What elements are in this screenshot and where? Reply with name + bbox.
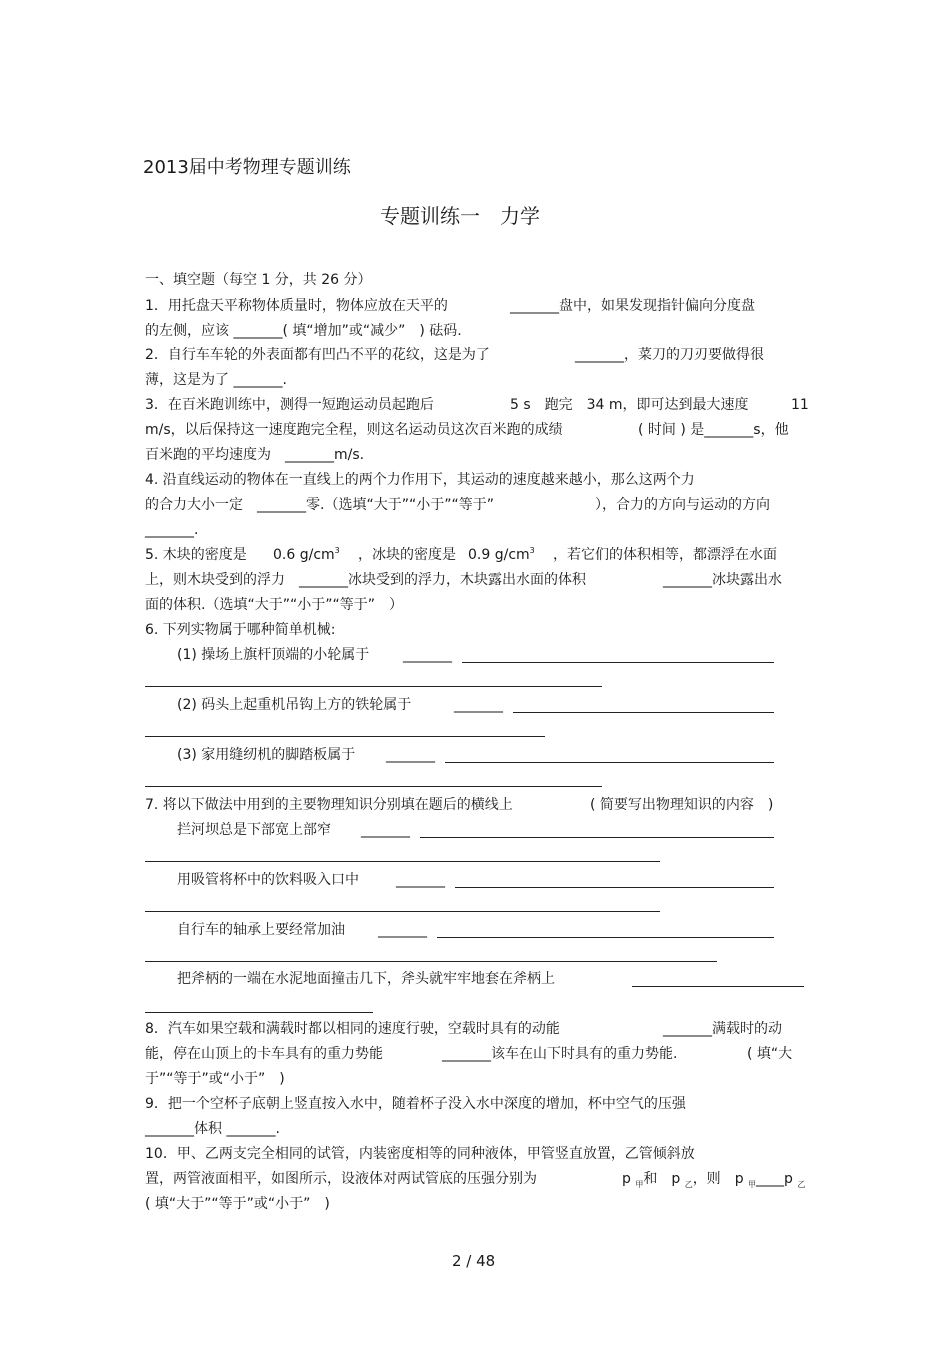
page-header: 2013届中考物理专题训练 — [143, 157, 351, 178]
answer-line[interactable] — [145, 1012, 373, 1013]
q7-item-3: 自行车的轴承上要经常加油 — [177, 922, 345, 938]
q4-line2-end: ），合力的方向与运动的方向 — [595, 497, 770, 513]
q7-line1: 7. 将以下做法中用到的主要物理知识分别填在题后的横线上 — [145, 797, 513, 813]
q10-line3: ( 填“大于”“等于”或“小于” ) — [145, 1196, 330, 1212]
q3-line2-blank[interactable]: ( 时间 ) 是_______s，他 — [638, 422, 789, 438]
q5-line2[interactable]: 上，则木块受到的浮力 _______冰块受到的浮力，木块露出水面的体积 — [145, 572, 586, 588]
q6-item-1: (1) 操场上旗杆顶端的小轮属于 — [177, 647, 370, 663]
q5-line1: 5. 木块的密度是 — [145, 547, 247, 563]
page-number: 2 / 48 — [452, 1252, 496, 1270]
q9-line1: 9．把一个空杯子底朝上竖直按入水中，随着杯子没入水中深度的增加，杯中空气的压强 — [145, 1096, 686, 1112]
q6-line1: 6. 下列实物属于哪种简单机械: — [145, 622, 336, 638]
q5-line1-mid: ，冰块的密度是 — [358, 547, 456, 563]
q2-line1-blank[interactable]: _______，菜刀的刀刃要做得很 — [575, 347, 764, 363]
answer-line[interactable] — [145, 736, 545, 737]
q9-line2-blanks[interactable]: _______体积 _______. — [145, 1121, 280, 1137]
q7-item-1: 拦河坝总是下部宽上部窄 — [177, 822, 331, 838]
q6-item-3-blank[interactable]: _______ — [386, 747, 435, 763]
q5-wood-density: 0.6 $g/cm^3$ — [273, 546, 340, 563]
q5-line3: 面的体积.（选填“大于”“小于”“等于” ） — [145, 597, 403, 613]
q7-item-2: 用吸管将杯中的饮料吸入口中 — [177, 872, 359, 888]
q6-item-3: (3) 家用缝纫机的脚踏板属于 — [177, 747, 356, 763]
answer-line[interactable] — [632, 986, 804, 987]
q5-ice-density: 0.9 $g/cm^3$ — [468, 546, 535, 563]
answer-line[interactable] — [437, 937, 774, 938]
q1-line2[interactable]: 的左侧，应该 _______( 填“增加”或“减少” ) 砝码. — [145, 323, 462, 339]
q8-line1: 8．汽车如果空载和满载时都以相同的速度行驶，空载时具有的动能 — [145, 1021, 560, 1037]
answer-line[interactable] — [145, 861, 660, 862]
answer-line[interactable] — [462, 662, 774, 663]
q5-line1-end: ，若它们的体积相等，都漂浮在水面 — [553, 547, 777, 563]
superscript-3: 3 — [529, 546, 535, 555]
answer-line[interactable] — [145, 911, 660, 912]
q2-line1: 2．自行车车轮的外表面都有凹凸不平的花纹，这是为了 — [145, 347, 490, 363]
q3-line1: 3．在百米跑训练中，测得一短跑运动员起跑后 — [145, 397, 434, 413]
q10-line2: 置，两管液面相平，如图所示，设液体对两试管底的压强分别为 — [145, 1171, 537, 1187]
q6-item-2: (2) 码头上起重机吊钩上方的铁轮属于 — [177, 697, 412, 713]
q3-line1-end: 11 — [791, 397, 809, 413]
q7-item-1-blank[interactable]: _______ — [361, 822, 410, 838]
q4-line1: 4. 沿直线运动的物体在一直线上的两个力作用下，其运动的速度越来越小，那么这两个力 — [145, 472, 695, 488]
q3-line3[interactable]: 百米跑的平均速度为 _______m/s. — [145, 447, 365, 463]
page-title: 专题训练一 力学 — [380, 204, 540, 228]
section-heading: 一、填空题（每空 1 分，共 26 分） — [145, 272, 372, 288]
answer-line[interactable] — [513, 712, 774, 713]
q10-pressure-symbols: p $_甲$和 p $_乙$，则 p $_甲$____p $_乙$ — [622, 1171, 806, 1189]
q7-item-2-blank[interactable]: _______ — [396, 872, 445, 888]
q6-item-2-blank[interactable]: _______ — [454, 697, 503, 713]
answer-line[interactable] — [145, 686, 602, 687]
q7-item-4: 把斧柄的一端在水泥地面撞击几下，斧头就牢牢地套在斧柄上 — [177, 971, 555, 987]
q8-line1-blank[interactable]: _______满载时的动 — [663, 1021, 782, 1037]
answer-line[interactable] — [445, 762, 774, 763]
answer-line[interactable] — [145, 961, 717, 962]
q3-line1-mid: 5 s 跑完 34 m，即可达到最大速度 — [510, 397, 749, 413]
q5-line2-blank[interactable]: _______冰块露出水 — [663, 572, 782, 588]
q10-line1: 10．甲、乙两支完全相同的试管，内装密度相等的同种液体，甲管竖直放置，乙管倾斜放 — [145, 1146, 695, 1162]
q8-line2: 能，停在山顶上的卡车具有的重力势能 — [145, 1046, 383, 1062]
answer-line[interactable] — [455, 887, 774, 888]
answer-line[interactable] — [420, 837, 774, 838]
q7-line1-end: ( 简要写出物理知识的内容 ) — [590, 797, 774, 813]
q4-line3-blank[interactable]: _______. — [145, 522, 199, 538]
q7-item-3-blank[interactable]: _______ — [378, 922, 427, 938]
q1-line1-blank[interactable]: _______盘中，如果发现指针偏向分度盘 — [510, 298, 755, 314]
q4-line2[interactable]: 的合力大小一定 _______零.（选填“大于”“小于”“等于” — [145, 497, 494, 513]
q8-line2-end: ( 填“大 — [747, 1046, 793, 1062]
superscript-3: 3 — [334, 546, 340, 555]
q8-line2-blank[interactable]: _______该车在山下时具有的重力势能. — [442, 1046, 678, 1062]
q8-line3: 于”“等于”或“小于” ) — [145, 1071, 285, 1087]
q1-line1: 1．用托盘天平称物体质量时，物体应放在天平的 — [145, 298, 448, 314]
q6-item-1-blank[interactable]: _______ — [403, 647, 452, 663]
q10-blank[interactable]: ____ — [756, 1171, 785, 1187]
answer-line[interactable] — [145, 786, 602, 787]
q2-line2[interactable]: 薄，这是为了 _______. — [145, 372, 287, 388]
q3-line2: m/s，以后保持这一速度跑完全程，则这名运动员这次百米跑的成绩 — [145, 422, 563, 438]
